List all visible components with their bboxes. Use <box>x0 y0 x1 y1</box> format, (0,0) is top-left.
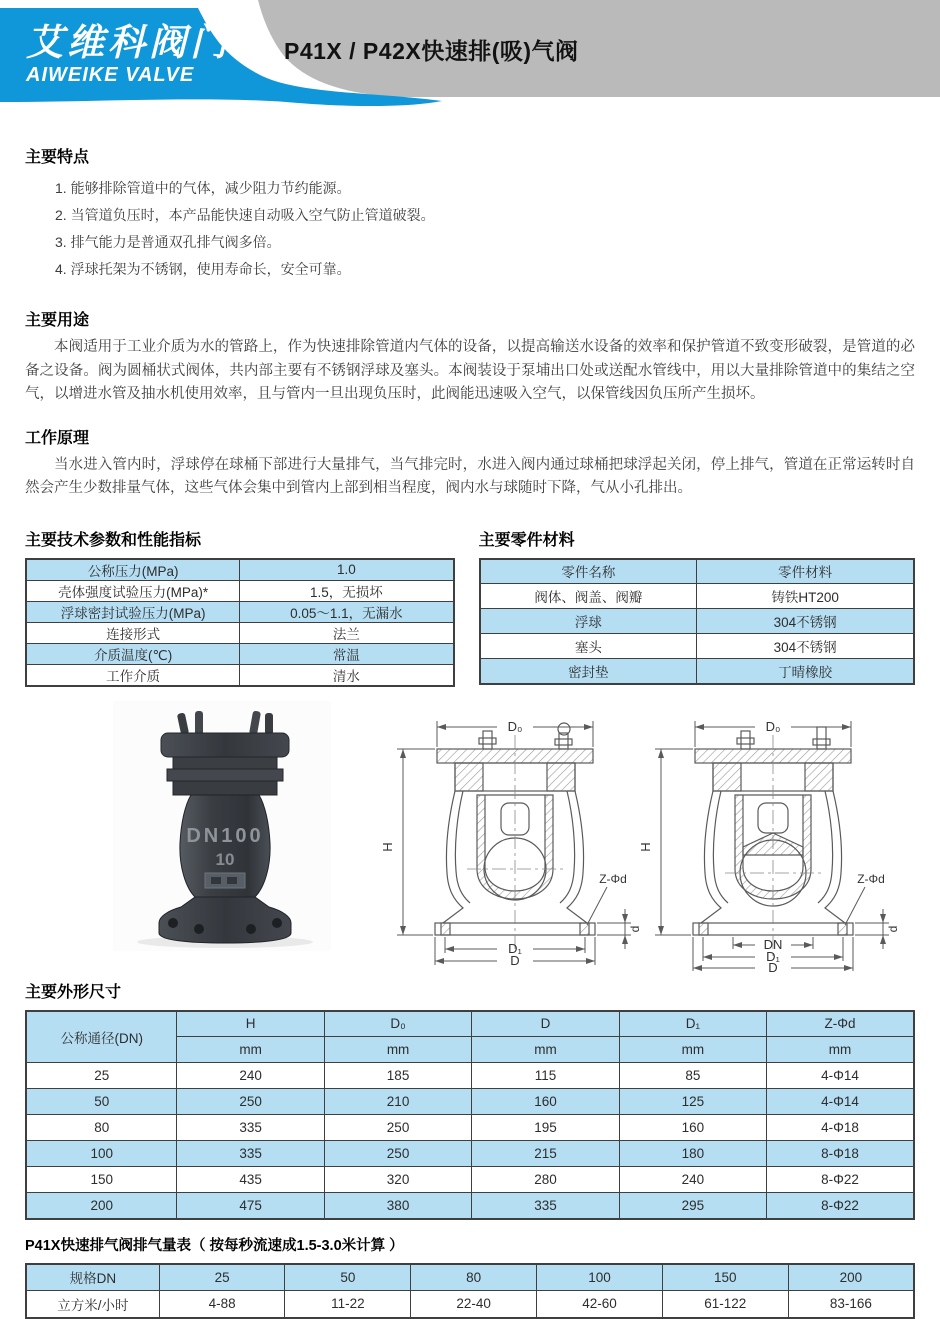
table-row <box>26 1089 914 1115</box>
dimensions-value: 250 <box>324 1115 471 1141</box>
svg-text:D: D <box>510 952 520 968</box>
table-row <box>26 1141 914 1167</box>
dimensions-value: 475 <box>177 1193 324 1219</box>
table-row <box>26 559 454 581</box>
features-list <box>55 175 915 283</box>
dimensions-table <box>25 1010 915 1220</box>
table-row <box>480 634 914 659</box>
table-row <box>26 1063 914 1089</box>
logo-english-text: AIWEIKE VALVE <box>26 63 195 86</box>
table-row <box>480 584 914 609</box>
section-dimensions <box>25 979 915 1220</box>
materials-table <box>479 558 915 685</box>
dimensions-col-header: D <box>472 1011 619 1037</box>
dimensions-value: 250 <box>177 1089 324 1115</box>
table-row <box>480 609 914 634</box>
principle-heading: 工作原理 <box>25 429 90 447</box>
exhaust-title <box>25 1234 915 1255</box>
dimensions-value: 180 <box>619 1141 766 1167</box>
valve-rings <box>167 757 283 795</box>
table-row <box>26 622 454 643</box>
dimensions-value: 4-Φ18 <box>767 1115 914 1141</box>
exhaust-title-main: P41X快速排气阀排气量表 <box>25 1237 191 1254</box>
exhaust-size-value: 100 <box>537 1264 663 1291</box>
feature-item: 2. 当管道负压时，本产品能快速自动吸入空气防止管道破裂。 <box>55 207 435 223</box>
param-label: 壳体强度试验压力(MPa)* <box>26 580 240 601</box>
svg-text:Z-Φd: Z-Φd <box>599 871 627 886</box>
feature-item: 3. 排气能力是普通双孔排气阀多倍。 <box>55 234 281 250</box>
dimensions-unit: mm <box>324 1037 471 1063</box>
feature-item: 1. 能够排除管道中的气体，减少阻力节约能源。 <box>55 180 351 196</box>
dimensions-dn-value: 80 <box>26 1115 177 1141</box>
svg-text:d: d <box>886 925 900 932</box>
param-label: 浮球密封试验压力(MPa) <box>26 601 240 622</box>
material-part: 塞头 <box>480 634 697 659</box>
svg-text:H: H <box>638 841 653 852</box>
dimensions-value: 435 <box>177 1167 324 1193</box>
dimensions-value: 4-Φ14 <box>767 1063 914 1089</box>
svg-text:D₁: D₁ <box>508 940 522 956</box>
logo-chinese-text: 艾维科阀门 <box>26 22 231 63</box>
dimensions-value: 335 <box>472 1193 619 1219</box>
materials-heading: 主要零件材料 <box>478 531 575 549</box>
dimensions-value: 210 <box>324 1089 471 1115</box>
dimensions-value: 8-Φ22 <box>767 1167 914 1193</box>
dimensions-col-dn: 公称通径(DN) <box>26 1011 177 1063</box>
dimensions-value: 280 <box>472 1167 619 1193</box>
param-value: 1.5，无损坏 <box>240 580 454 601</box>
table-header-row <box>480 559 914 584</box>
page-title: P41X / P42X快速排(吸)气阀 <box>284 38 579 64</box>
material-part: 阀体、阀盖、阀瓣 <box>480 584 697 609</box>
param-label: 介质温度(℃) <box>26 643 240 664</box>
table-row <box>26 643 454 664</box>
param-value: 0.05～1.1，无漏水 <box>240 601 454 622</box>
materials-col-material: 零件材料 <box>697 559 914 584</box>
diagram-p41x-graphic <box>379 701 651 969</box>
materials-block <box>479 527 915 685</box>
diagram-p42x-graphic <box>637 701 909 973</box>
table-row <box>26 1291 914 1318</box>
svg-text:D: D <box>768 959 778 975</box>
dimensions-value: 8-Φ18 <box>767 1141 914 1167</box>
dimensions-value: 335 <box>177 1115 324 1141</box>
product-photo <box>113 701 331 956</box>
section-tables <box>25 527 915 687</box>
dimensions-value: 160 <box>619 1115 766 1141</box>
dimensions-value: 115 <box>472 1063 619 1089</box>
dimensions-value: 125 <box>619 1089 766 1115</box>
svg-text:D₁: D₁ <box>766 948 780 964</box>
material-part: 密封垫 <box>480 659 697 684</box>
exhaust-size-label: 规格DN <box>26 1264 159 1291</box>
dimensions-unit: mm <box>472 1037 619 1063</box>
table-row <box>26 601 454 622</box>
exhaust-size-value: 200 <box>788 1264 914 1291</box>
valve-body-marking-dn: DN100 <box>186 824 264 847</box>
page-header <box>0 0 940 106</box>
dimensions-value: 160 <box>472 1089 619 1115</box>
dimensions-col-header: D₁ <box>619 1011 766 1037</box>
dimensions-dn-value: 50 <box>26 1089 177 1115</box>
section-drawings <box>25 701 915 975</box>
section-features <box>25 144 915 283</box>
dimensions-col-header: Z-Φd <box>767 1011 914 1037</box>
feature-item: 4. 浮球托架为不锈钢，使用寿命长，安全可靠。 <box>55 261 351 277</box>
dimensions-unit: mm <box>177 1037 324 1063</box>
section-exhaust <box>25 1234 915 1319</box>
principle-paragraph: 当水进入管内时，浮球停在球桶下部进行大量排气，当气排完时，水进入阀内通过球桶把球浮起关闭，停上排气，管道在正常运转时自然会产生少数排量气体，这些气体会集中到管内上部到相当程度，阀内水与球随时下降，气从小孔排出。 <box>25 456 915 496</box>
dimensions-value: 240 <box>619 1167 766 1193</box>
table-row <box>26 1115 914 1141</box>
dimensions-value: 380 <box>324 1193 471 1219</box>
tech-params-table <box>25 558 455 687</box>
exhaust-flow-label: 立方米/小时 <box>26 1291 159 1318</box>
usage-heading: 主要用途 <box>25 312 90 329</box>
material-name: 丁晴橡胶 <box>697 659 914 684</box>
dimensions-dn-value: 25 <box>26 1063 177 1089</box>
table-row <box>26 1011 914 1037</box>
dimensions-value: 185 <box>324 1063 471 1089</box>
param-label: 工作介质 <box>26 664 240 686</box>
dimensions-unit: mm <box>619 1037 766 1063</box>
material-name: 304不锈钢 <box>697 634 914 659</box>
dimensions-col-header: D₀ <box>324 1011 471 1037</box>
table-row <box>480 659 914 684</box>
exhaust-size-value: 80 <box>411 1264 537 1291</box>
exhaust-table <box>25 1263 915 1319</box>
dimensions-heading: 主要外形尺寸 <box>25 983 122 1001</box>
dimensions-value: 250 <box>324 1141 471 1167</box>
dimensions-value: 195 <box>472 1115 619 1141</box>
svg-text:d: d <box>628 925 642 932</box>
valve-photo-graphic <box>113 701 331 951</box>
features-heading: 主要特点 <box>25 149 90 166</box>
param-value: 清水 <box>240 664 454 686</box>
table-row <box>26 1193 914 1219</box>
param-value: 1.0 <box>240 559 454 581</box>
table-row <box>26 1167 914 1193</box>
material-part: 浮球 <box>480 609 697 634</box>
table-row <box>26 1264 914 1291</box>
dimensions-value: 8-Φ22 <box>767 1193 914 1219</box>
exhaust-flow-value: 11-22 <box>285 1291 411 1318</box>
param-value: 常温 <box>240 643 454 664</box>
svg-text:D₀: D₀ <box>765 718 781 734</box>
exhaust-size-value: 25 <box>159 1264 285 1291</box>
dimensions-value: 215 <box>472 1141 619 1167</box>
dimensions-value: 4-Φ14 <box>767 1089 914 1115</box>
company-logo <box>26 24 231 87</box>
exhaust-flow-value: 61-122 <box>662 1291 788 1318</box>
diagram-p42x <box>637 701 909 978</box>
dimensions-unit: mm <box>767 1037 914 1063</box>
tech-params-heading: 主要技术参数和性能指标 <box>25 531 202 549</box>
svg-text:DN: DN <box>763 936 783 952</box>
valve-top-cap <box>161 733 289 757</box>
dimensions-dn-value: 100 <box>26 1141 177 1167</box>
section-usage <box>25 307 915 407</box>
exhaust-flow-value: 4-88 <box>159 1291 285 1318</box>
dimensions-value: 85 <box>619 1063 766 1089</box>
dimensions-value: 320 <box>324 1167 471 1193</box>
dimensions-value: 295 <box>619 1193 766 1219</box>
exhaust-flow-value: 42-60 <box>537 1291 663 1318</box>
dimensions-col-header: H <box>177 1011 324 1037</box>
tech-params-block <box>25 527 455 687</box>
material-name: 304不锈钢 <box>697 609 914 634</box>
dimensions-value: 240 <box>177 1063 324 1089</box>
material-name: 铸铁HT200 <box>697 584 914 609</box>
diagram-p41x <box>379 701 651 974</box>
exhaust-size-value: 50 <box>285 1264 411 1291</box>
dimensions-value: 335 <box>177 1141 324 1167</box>
svg-text:H: H <box>380 841 395 852</box>
table-row <box>26 664 454 686</box>
exhaust-size-value: 150 <box>662 1264 788 1291</box>
param-label: 公称压力(MPa) <box>26 559 240 581</box>
dimensions-dn-value: 200 <box>26 1193 177 1219</box>
svg-text:D₀: D₀ <box>507 718 523 734</box>
param-label: 连接形式 <box>26 622 240 643</box>
exhaust-flow-value: 83-166 <box>788 1291 914 1318</box>
param-value: 法兰 <box>240 622 454 643</box>
exhaust-flow-value: 22-40 <box>411 1291 537 1318</box>
page-content <box>0 144 940 1319</box>
svg-text:Z-Φd: Z-Φd <box>857 871 885 886</box>
usage-paragraph: 本阀适用于工业介质为水的管路上，作为快速排除管道内气体的设备，以提高输送水设备的效率和保护管道不致变形破裂，是管道的必备之设备。阀为圆桶状式阀体，共内部主要有不锈钢浮球及塞头。本阀装设于泵埔出口处或送配水管线中，用以大量排除管道中的集结之空气，以增进水管及抽水机使用效率，且与管内一旦出现负压时，此阀能迅速吸入空气，以保管线因负压所产生损坏。 <box>25 339 915 402</box>
valve-body-marking-pn: 10 <box>215 849 235 869</box>
section-principle <box>25 425 915 501</box>
exhaust-title-note: （ 按每秒流速成1.5-3.0米计算 ） <box>190 1237 404 1254</box>
table-row <box>26 580 454 601</box>
materials-col-name: 零件名称 <box>480 559 697 584</box>
dimensions-dn-value: 150 <box>26 1167 177 1193</box>
